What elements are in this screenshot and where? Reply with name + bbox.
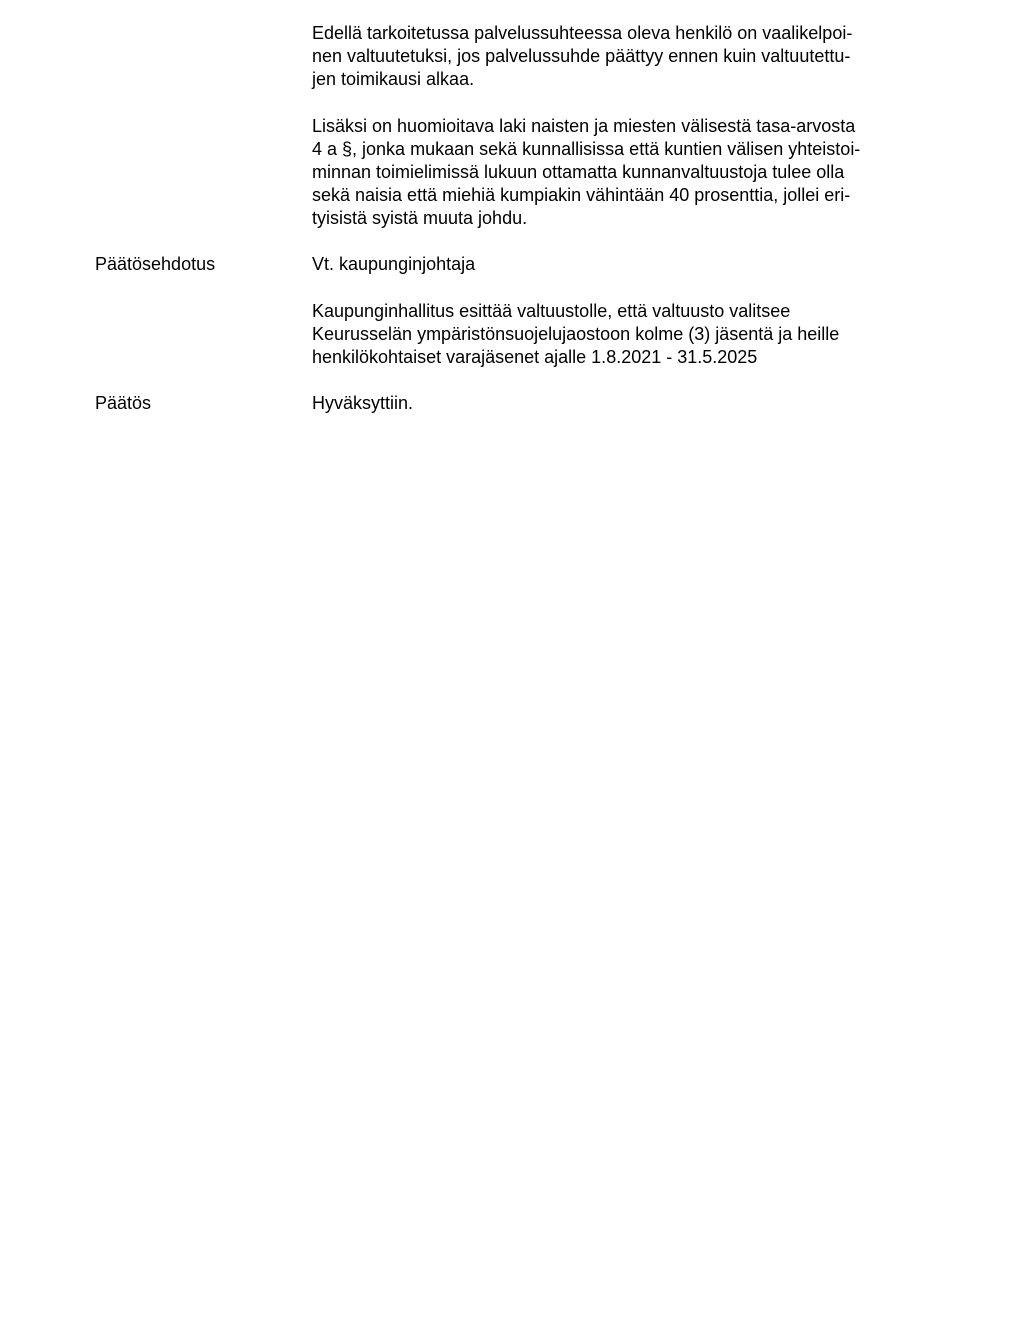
- proposal-presenter: Vt. kaupunginjohtaja: [312, 254, 476, 274]
- text-line: Keurusselän ympäristönsuojelujaostoon kolme (3) jäsentä ja heille: [312, 324, 840, 344]
- text-line: Lisäksi on huomioitava laki naisten ja miesten välisestä tasa-arvosta: [312, 116, 856, 136]
- text-line: nen valtuutetuksi, jos palvelussuhde päättyy ennen kuin valtuutettu-: [312, 46, 851, 66]
- text-line: Kaupunginhallitus esittää valtuustolle, että valtuusto valitsee: [312, 301, 791, 321]
- proposal-label: Päätösehdotus: [95, 254, 216, 274]
- text-line: jen toimikausi alkaa.: [312, 69, 475, 89]
- decision-text: Hyväksyttiin.: [312, 393, 414, 413]
- text-line: henkilökohtaiset varajäsenet ajalle 1.8.2021 - 31.5.2025: [312, 347, 758, 367]
- paragraph-eligibility: [312, 22, 932, 91]
- text-line: tyisistä syistä muuta johdu.: [312, 208, 528, 228]
- text-line: sekä naisia että miehiä kumpiakin vähintään 40 prosenttia, jollei eri-: [312, 185, 851, 205]
- text-line: 4 a §, jonka mukaan sekä kunnallisissa että kuntien välisen yhteistoi-: [312, 139, 861, 159]
- decision-label: Päätös: [95, 393, 152, 413]
- text-line: minnan toimielimissä lukuun ottamatta kunnanvaltuustoja tulee olla: [312, 162, 845, 182]
- proposal-text: [312, 300, 932, 369]
- text-line: Edellä tarkoitetussa palvelussuhteessa oleva henkilö on vaalikelpoi-: [312, 23, 853, 43]
- paragraph-equality-law: [312, 115, 932, 230]
